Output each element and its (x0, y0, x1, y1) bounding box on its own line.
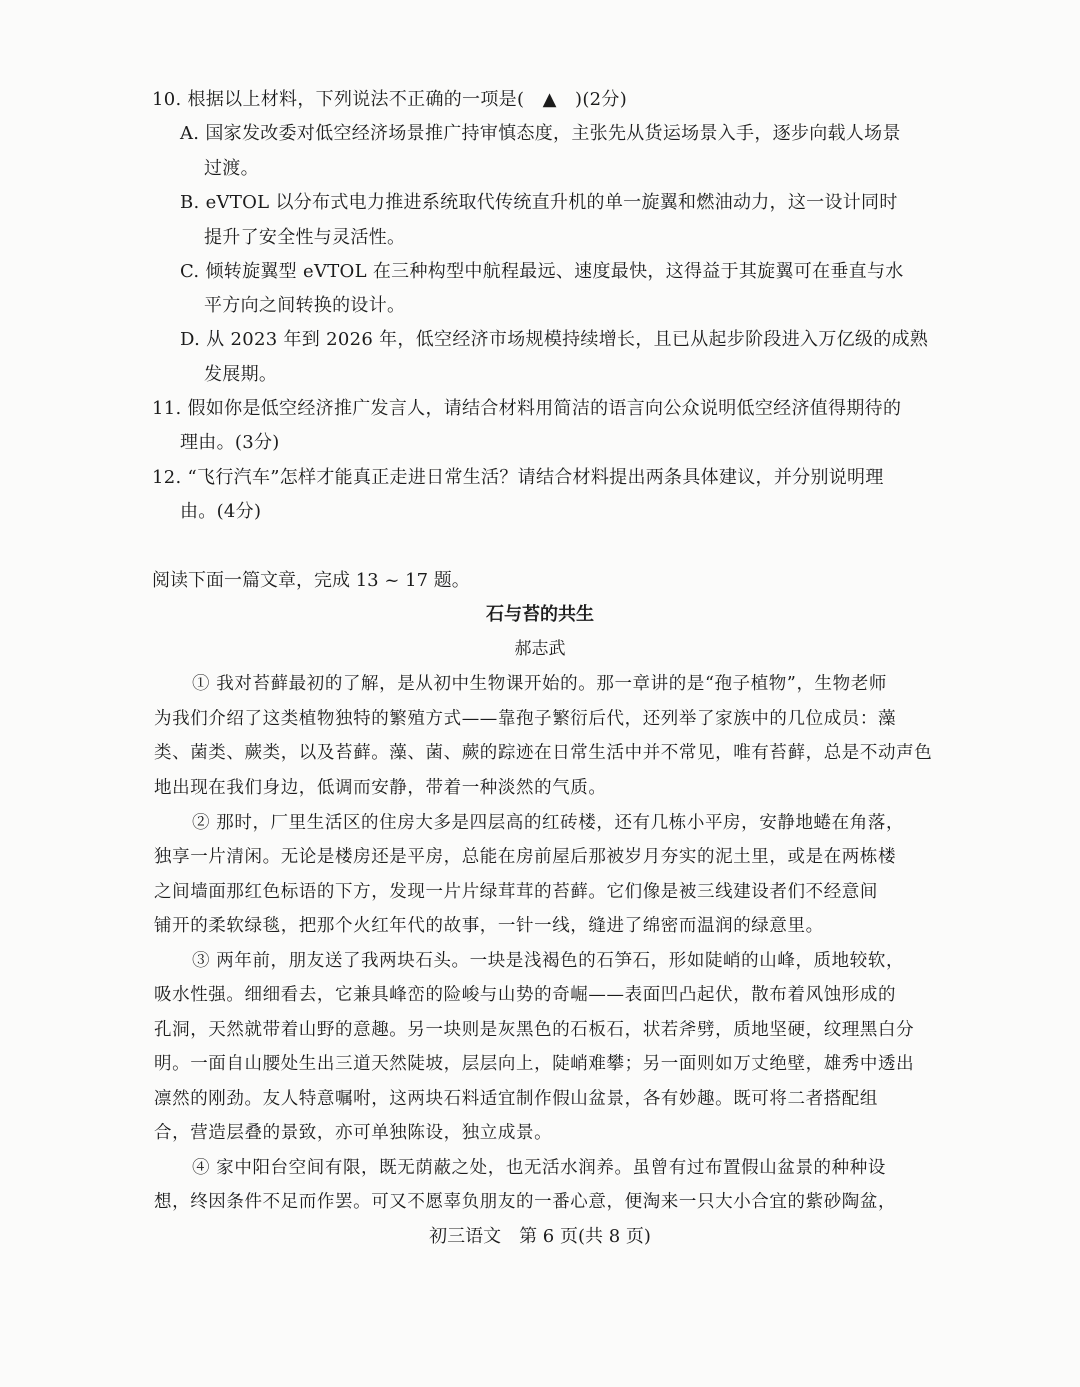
paragraph-1-line-1: ① 我对苔藓最初的了解，是从初中生物课开始的。那一章讲的是“孢子植物”，生物老师 (192, 674, 887, 694)
paragraph-4-line-1: ④ 家中阳台空间有限，既无荫蔽之处，也无活水润养。虽曾有过布置假山盆景的种种设 (192, 1158, 886, 1178)
paragraph-3-line-2: 吸水性强。细细看去，它兼具峰峦的险峻与山势的奇崛——表面凹凸起伏，散布着风蚀形成的 (154, 985, 897, 1005)
paragraph-2-line-2: 独享一片清闲。无论是楼房还是平房，总能在房前屋后那被岁月夯实的泥土里，或是在两栋楼 (154, 847, 897, 867)
reading-instruction: 阅读下面一篇文章，完成 13 ~ 17 题。 (152, 570, 470, 591)
question-10-option-d-line-2: 发展期。 (204, 364, 278, 385)
paragraph-3-line-1: ③ 两年前，朋友送了我两块石头。一块是浅褐色的石笋石，形如陡峭的山峰，质地较软， (192, 951, 905, 971)
question-10-option-c-line-2: 平方向之间转换的设计。 (204, 295, 406, 316)
article-author: 郝志武 (514, 639, 566, 659)
paragraph-1-line-4: 地出现在我们身边，低调而安静，带着一种淡然的气质。 (154, 778, 607, 798)
question-10-option-a-line-2: 过渡。 (204, 158, 259, 179)
question-10-option-d-line-1: D. 从 2023 年到 2026 年，低空经济市场规模持续增长，且已从起步阶段进入万亿级的成熟 (180, 329, 929, 350)
paragraph-3-line-6: 合，营造层叠的景致，亦可单独陈设，独立成景。 (154, 1123, 553, 1143)
question-10-option-c-line-1: C. 倾转旋翼型 eVTOL 在三种构型中航程最远、速度最快，这得益于其旋翼可在垂直与水 (180, 261, 904, 282)
paragraph-1-line-2: 为我们介绍了这类植物独特的繁殖方式——靠孢子繁衍后代，还列举了家族中的几位成员：藻 (154, 709, 897, 729)
paragraph-2-line-3: 之间墙面那红色标语的下方，发现一片片绿茸茸的苔藓。它们像是被三线建设者们不经意间 (154, 882, 878, 902)
paragraph-2-line-1: ② 那时，厂里生活区的住房大多是四层高的红砖楼，还有几栋小平房，安静地蜷在角落， (192, 813, 905, 833)
question-12-line-1: 12. “飞行汽车”怎样才能真正走进日常生活？请结合材料提出两条具体建议，并分别说明理 (152, 467, 884, 488)
paragraph-3-line-5: 凛然的刚劲。友人特意嘱咐，这两块石料适宜制作假山盆景，各有妙趣。既可将二者搭配组 (154, 1089, 878, 1109)
question-10-option-b-line-2: 提升了安全性与灵活性。 (204, 227, 406, 248)
question-10-option-b-line-1: B. eVTOL 以分布式电力推进系统取代传统直升机的单一旋翼和燃油动力，这一设计同时 (180, 192, 898, 213)
page-footer: 初三语文 第 6 页(共 8 页) (429, 1226, 651, 1247)
question-10-option-a-line-1: A. 国家发改委对低空经济场景推广持审慎态度，主张先从货运场景入手，逐步向载人场景 (180, 123, 901, 144)
question-11-line-2: 理由。(3分) (180, 432, 280, 453)
question-12-line-2: 由。(4分) (180, 501, 262, 522)
question-11-line-1: 11. 假如你是低空经济推广发言人，请结合材料用简洁的语言向公众说明低空经济值得期待的 (152, 398, 902, 419)
paragraph-3-line-3: 孔洞，天然就带着山野的意趣。另一块则是灰黑色的石板石，状若斧劈，质地坚硬，纹理黑白分 (154, 1020, 915, 1040)
question-10-stem: 10. 根据以上材料，下列说法不正确的一项是( ▲ )(2分) (152, 89, 628, 110)
article-title: 石与苔的共生 (486, 604, 594, 625)
paragraph-3-line-4: 明。一面自山腰处生出三道天然陡坡，层层向上，陡峭难攀；另一面则如万丈绝壁，雄秀中透出 (154, 1054, 915, 1074)
paragraph-4-line-2: 想，终因条件不足而作罢。可又不愿辜负朋友的一番心意，便淘来一只大小合宜的紫砂陶盆， (154, 1192, 897, 1212)
paragraph-2-line-4: 铺开的柔软绿毯，把那个火红年代的故事，一针一线，缝进了绵密而温润的绿意里。 (154, 916, 824, 936)
paragraph-1-line-3: 类、菌类、蕨类，以及苔藓。藻、菌、蕨的踪迹在日常生活中并不常见，唯有苔藓，总是不动声色 (154, 743, 933, 763)
